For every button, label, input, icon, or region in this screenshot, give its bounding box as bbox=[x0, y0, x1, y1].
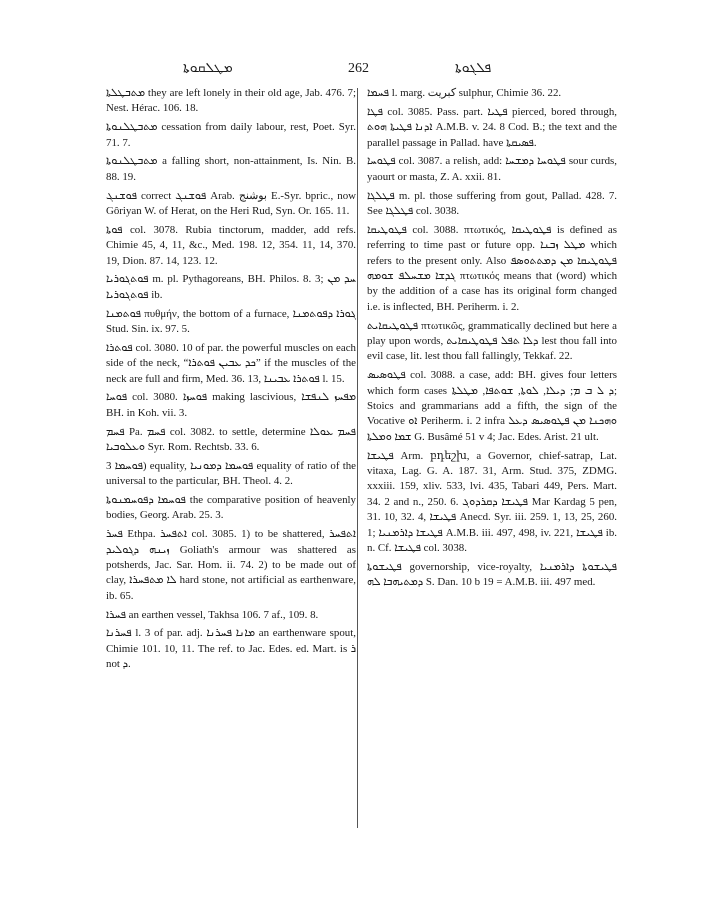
entry: ܦܚܪ Ethpa. ܐܬܦܚܪ col. 3085. 1) to be shattered, ܐܬܦܚܪ ܙܝܢܗ ܕܓܘܠܝܕ Goliath's armour was shattered as potsherds, Jac. Sar. Hom. ii. 74. 2) to be made out of clay, ܠܐ ܡܬܦܚܪܐ hard stone, not artificial as earthenware, ib. 65. bbox=[106, 528, 357, 602]
entry: ܦܛܘܛܝܩܐܝܬ πτωτικῶς, grammatically declined but here a play upon words, ܕܠܐ ܬܦܠ ܦܛܘܛܝܩܐܝܬ lest thou fall into evil case, lit. lest thou fall fallingly, Tekkaf. 22. bbox=[367, 319, 617, 363]
entry: ܦܚܡ Pa. ܦܚܡ col. 3082. to settle, determine ܦܚܡ ܥܘܠܐ ܘܥܠܘܒܝܐ Syr. Rom. Rechtsb. 33. 6. bbox=[106, 425, 356, 454]
entry: ܦܛܠܓܐ m. pl. those suffering from gout, Pallad. 428. 7. See ܦܛܠܓܐ col. 3038. bbox=[367, 189, 617, 218]
entry: ܡܬܒܛܠܢܘܬܐ cessation from daily labour, rest, Poet. Syr. 71. 7. bbox=[106, 121, 356, 149]
entry: ܦܘܚܐ col. 3080. ܦܘܚܙܐ making lascivious, ܡܦܚܙ ܠܢܦܫܐ BH. in Koh. vii. 3. bbox=[106, 391, 356, 419]
left-column bbox=[106, 86, 356, 676]
entry: ܦܚܡܐ l. marg. كبريت sulphur, Chimie 36. 22. bbox=[367, 87, 562, 99]
entry: ܡܬܒܛܠܬܐ they are left lonely in their old age, Jab. 476. 7; Nest. Hérac. 106. 18. bbox=[106, 87, 356, 115]
column-divider bbox=[357, 88, 358, 828]
entry: ܦܘܬܪܐ col. 3080. 10 of par. the powerful muscles on each side of the neck, “ܟܕ ܥܒܝܢ ܦܘܬܪܐ” if the muscles of the neck are full and firm, Med. 36. 13, ܦܘܬܪܐ ܥܒܝܢܐ l. 15. bbox=[106, 341, 356, 385]
entry: ܦܘܚܡܐ 3) equality, ܦܘܚܡܐ ܕܡܘܢܝܐ equality of ratio of the universal to the particular, BH. Theol. 4. 2. bbox=[106, 459, 356, 488]
entry: ܦܛܘܚܐ col. 3087. a relish, add: ܦܛܘܚܐ ܕܡܫܚܐ sour curds, yaourt or masta, Z. A. xxii. 81. bbox=[367, 155, 617, 183]
entry: ܦܚܪܐ an earthen vessel, Takhsa 106. 7 af., 109. 8. bbox=[106, 608, 319, 621]
entry: ܦܛܘܛܝܩܐ col. 3088. πτωτικός, ܦܛܘܛܝܩܐ is defined as referring to time past or future opp. ܡܛܠ ܙܒܢܐ which refers to the present only. Also ܦܛܘܛܝܩܐ ܡܢ ܕܡܬܬܘܣܦ ܓܕܫܐ ܡܫܚܠܦ ܫܘܡܗ πτωτικός means that (word) which by the addition of a case has its original form changed i.e. is inflected, BH. Periherm. i. 2. bbox=[367, 223, 618, 313]
entry: ܦܛܘܣܝܣ col. 3088. a case, add: BH. gives four letters which form cases ܕ ܠ ܒ ܡ; ܕܝܠܐ, ܠܘܬܐ, ܫܘܬܦܐ, ܡܛܠܬܐ; Stoics and grammarians add a fifth, the sign of the Vocative ܐܘ Periherm. i. 2 infra ܘܗܟܢܐ ܡܢ ܦܛܘܣܝܣ ܕܥܠ ܫܡܐ ܘܡܠܬܐ G. Busâmé 51 v 4; Jac. Edes. Arist. 21 ult. bbox=[367, 369, 617, 443]
entry: ܦܛܝܫܘܬܐ governorship, vice-royalty, ܦܛܝܫܘܬܐ ܕܐܪܡܢܝܐ ܕܡܬܝܗܒܐ ܠܗ S. Dan. 10 b 19 = A.M.B. iii. 497 med. bbox=[367, 560, 617, 589]
entry: ܦܛܐ col. 3085. Pass. part. ܦܛܝܐ pierced, bored through, ܐܕܢܐ ܦܛܝܬܐ ܗܘܬ A.M.B. v. 24. 8 Cod. B.; the text and the parallel passage in Pallad. have ܦܣܝܩܬܐ. bbox=[367, 105, 618, 149]
entry: ܦܘܚܡܐ ܕܦܘܚܡܢܘܬܐ the comparative position of heavenly bodies, Georg. Arab. 25. 3. bbox=[106, 494, 357, 522]
entry: ܡܬܒܛܠܢܘܬܐ a falling short, non-attainment, Is. Nin. B. 88. 19. bbox=[106, 155, 356, 183]
page-number: 262 bbox=[348, 61, 369, 76]
entry: ܦܘܫܢܓ correct ܦܘܫܢܓ Arab. بوشنج E.-Syr. bpric., now Gôriyan W. of Herat, on the Heri Rud, Syn. Or. 165. 11. bbox=[106, 189, 357, 218]
right-column bbox=[367, 86, 617, 594]
running-headword-left: ܡܛܠܩܘܬܐ bbox=[183, 61, 233, 76]
entry: ܦܚܪܢܐ l. 3 of par. adj. ܡܐܢܐ ܦܚܪܢܐ an earthenware spout, Chimie 101. 10, 11. The ref. to Jac. Edes. ed. Mart. is ܪ not ܕ. bbox=[106, 627, 357, 671]
entry: ܦܛܝܫܐ Arm. բդեշխ, a Governor, chief-satrap, Lat. vitaxa, Lag. G. A. 187. 31, Arm. Stud. 375, ZDMG. xxxiii. 159, xliv. 533, lvi. 435, Tabari 449, Pers. Mart. 34. 2 and n., 250. 6. ܦܛܝܫܐ ܕܩܪܕܘܓ Mar Kardag 5 pen, 31. 10, 32. 4, ܦܛܝܫܐ Anecd. Syr. iii. 259. 1, 13, 25, 260. 1; ܦܛܝܫܐ ܕܐܪܡܢܝܐ A.M.B. iii. 497, 498, iv. 221, ܦܛܝܫܐ ib. n. Cf. ܦܛܝܫܐ col. 3038. bbox=[367, 449, 617, 555]
entry: ܦܘܬܐ col. 3078. Rubia tinctorum, madder, add refs. Chimie 45, 4, 11, &c., Med. 198. 12, 354. 11, 14, 370. 19, Dion. 87. 14, 123. 12. bbox=[106, 223, 356, 267]
running-headword-right: ܦܠܓܘܬܐ bbox=[455, 61, 492, 76]
entry: ܦܘܬܓܘܪܝܐ m. pl. Pythagoreans, BH. Philos. 8. 3; ܚܕ ܡܢ ܦܘܬܓܘܪܝܐ ib. bbox=[106, 273, 356, 301]
entry: ܦܘܬܡܢܐ πυθμήν, the bottom of a furnace, ܓܘܪܐ ܕܦܘܬܡܢܐ Stud. Sin. ix. 97. 5. bbox=[106, 307, 356, 336]
